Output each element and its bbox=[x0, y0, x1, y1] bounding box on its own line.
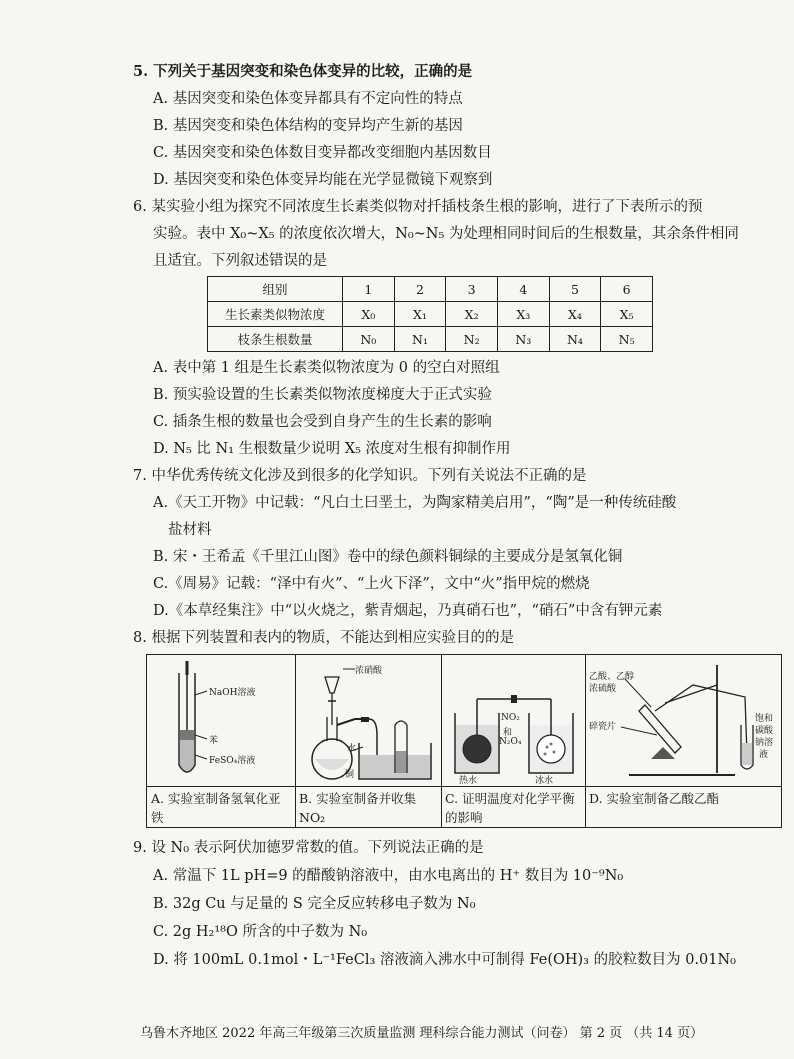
q5-option-d: D. 基因突变和染色体变异均能在光学显微镜下观察到 bbox=[153, 172, 493, 188]
label-naoh: NaOH溶液 bbox=[209, 688, 256, 698]
q7-option-d: D.《本草经集注》中“以火烧之，紫青烟起，乃真硝石也”，“硝石”中含有钾元素 bbox=[153, 603, 663, 619]
apparatus-cell-b bbox=[295, 655, 442, 827]
label-ice-water: 冰水 bbox=[535, 776, 554, 786]
label-saturated: 饱和 bbox=[755, 714, 774, 724]
q6-option-d: D. N₅ 比 N₁ 生根数量少说明 X₅ 浓度对生根有抑制作用 bbox=[153, 441, 511, 457]
label-sodium-sol: 钠溶 bbox=[755, 738, 774, 748]
q6-stem-line1: 6. 某实验小组为探究不同浓度生长素类似物对扦插枝条生根的影响，进行了下表所示的预 bbox=[133, 199, 703, 215]
q9-option-c: C. 2g H₂¹⁸O 所含的中子数为 N₀ bbox=[153, 924, 368, 940]
apparatus-cell-c bbox=[441, 655, 586, 827]
q7-stem: 7. 中华优秀传统文化涉及到很多的化学知识。下列有关说法不正确的是 bbox=[133, 468, 587, 484]
q9-option-b: B. 32g Cu 与足量的 S 完全反应转移电子数为 N₀ bbox=[153, 896, 476, 912]
apparatus-cell-a bbox=[147, 655, 296, 827]
test-tube-diagram bbox=[147, 655, 295, 786]
table-cell: 枝条生根数量 bbox=[208, 327, 343, 352]
table-cell: 2 bbox=[394, 277, 446, 302]
label-sulfuric: 浓硫酸 bbox=[589, 684, 617, 694]
table-row bbox=[208, 327, 653, 352]
table-cell: N₂ bbox=[446, 327, 498, 352]
q8-stem: 8. 根据下列装置和表内的物质，不能达到相应实验目的的是 bbox=[133, 630, 514, 646]
table-cell: X₂ bbox=[446, 302, 498, 327]
table-cell: 6 bbox=[601, 277, 653, 302]
label-hot-water: 热水 bbox=[459, 776, 478, 786]
label-liquid: 液 bbox=[759, 750, 769, 760]
table-row bbox=[208, 302, 653, 327]
table-cell: 生长素类似物浓度 bbox=[208, 302, 343, 327]
table-cell: 组别 bbox=[208, 277, 343, 302]
label-carbonate: 碳酸 bbox=[755, 726, 774, 736]
table-cell: 5 bbox=[549, 277, 601, 302]
table-cell: 4 bbox=[497, 277, 549, 302]
q6-option-a: A. 表中第 1 组是生长素类似物浓度为 0 的空白对照组 bbox=[153, 360, 500, 376]
q7-option-a: A.《天工开物》中记载：“凡白土曰垩土，为陶家精美启用”，“陶”是一种传统硅酸 bbox=[153, 495, 677, 511]
q5-stem: 5. 下列关于基因突变和染色体变异的比较，正确的是 bbox=[133, 63, 473, 80]
q7-option-b: B. 宋・王希孟《千里江山图》卷中的绿色颜料铜绿的主要成分是氢氧化铜 bbox=[153, 549, 623, 565]
table-cell: N₅ bbox=[601, 327, 653, 352]
table-cell: 3 bbox=[446, 277, 498, 302]
table-cell: X₅ bbox=[601, 302, 653, 327]
q6-stem-line3: 且适宜。下列叙述错误的是 bbox=[153, 253, 327, 269]
label-porcelain: 碎瓷片 bbox=[589, 722, 617, 732]
q9-option-d: D. 将 100mL 0.1mol・L⁻¹FeCl₃ 溶液滴入沸水中可制得 Fe(OH)₃ 的胶粒数目为 0.01N₀ bbox=[153, 952, 736, 968]
page-footer: 乌鲁木齐地区 2022 年高三年级第三次质量监测 理科综合能力测试（问卷） 第 2 页 （共 14 页） bbox=[140, 1026, 704, 1041]
q9-option-a: A. 常温下 1L pH=9 的醋酸钠溶液中，由水电离出的 H⁺ 数目为 10⁻⁹N₀ bbox=[153, 868, 624, 884]
q7-option-a-cont: 盐材料 bbox=[168, 522, 212, 538]
q9-stem: 9. 设 N₀ 表示阿伏加德罗常数的值。下列说法正确的是 bbox=[133, 840, 484, 856]
q6-data-table bbox=[207, 276, 653, 352]
label-benzene: 苯 bbox=[209, 736, 219, 746]
label-copper: 铜 bbox=[345, 770, 355, 780]
q5-option-a: A. 基因突变和染色体变异都具有不定向性的特点 bbox=[153, 91, 463, 107]
label-n2o4: N₂O₄ bbox=[499, 737, 522, 747]
caption-c: C. 证明温度对化学平衡的影响 bbox=[441, 786, 585, 827]
q8-apparatus-table bbox=[146, 654, 782, 828]
q6-option-c: C. 插条生根的数量也会受到自身产生的生长素的影响 bbox=[153, 414, 492, 430]
table-cell: N₀ bbox=[343, 327, 395, 352]
label-water: 水 bbox=[347, 744, 357, 754]
table-cell: X₄ bbox=[549, 302, 601, 327]
caption-d: D. 实验室制备乙酸乙酯 bbox=[585, 786, 781, 827]
q6-stem-line2: 实验。表中 X₀~X₅ 的浓度依次增大，N₀~N₅ 为处理相同时间后的生根数量，其余条件相同 bbox=[153, 226, 739, 242]
label-acid-alcohol: 乙酸、乙醇 bbox=[589, 672, 635, 682]
table-cell: 1 bbox=[343, 277, 395, 302]
table-cell: N₁ bbox=[394, 327, 446, 352]
q5-option-c: C. 基因突变和染色体数目变异都改变细胞内基因数目 bbox=[153, 145, 492, 161]
caption-a: A. 实验室制备氢氧化亚铁 bbox=[147, 786, 295, 827]
q6-option-b: B. 预实验设置的生长素类似物浓度梯度大于正式实验 bbox=[153, 387, 492, 403]
caption-b: B. 实验室制备并收集 NO₂ bbox=[295, 786, 441, 827]
table-cell: X₃ bbox=[497, 302, 549, 327]
label-no2: NO₂ bbox=[501, 713, 520, 723]
table-cell: X₁ bbox=[394, 302, 446, 327]
table-header-row bbox=[208, 277, 653, 302]
q7-option-c: C.《周易》记载：“泽中有火”、“上火下泽”，文中“火”指甲烷的燃烧 bbox=[153, 576, 590, 592]
apparatus-cell-d bbox=[585, 655, 781, 827]
table-cell: N₄ bbox=[549, 327, 601, 352]
label-conc-nitric: 浓硝酸 bbox=[355, 666, 383, 676]
q5-option-b: B. 基因突变和染色体结构的变异均产生新的基因 bbox=[153, 118, 463, 134]
table-cell: N₃ bbox=[497, 327, 549, 352]
label-feso4: FeSO₄溶液 bbox=[209, 756, 256, 766]
table-cell: X₀ bbox=[343, 302, 395, 327]
label-and: 和 bbox=[503, 728, 513, 738]
